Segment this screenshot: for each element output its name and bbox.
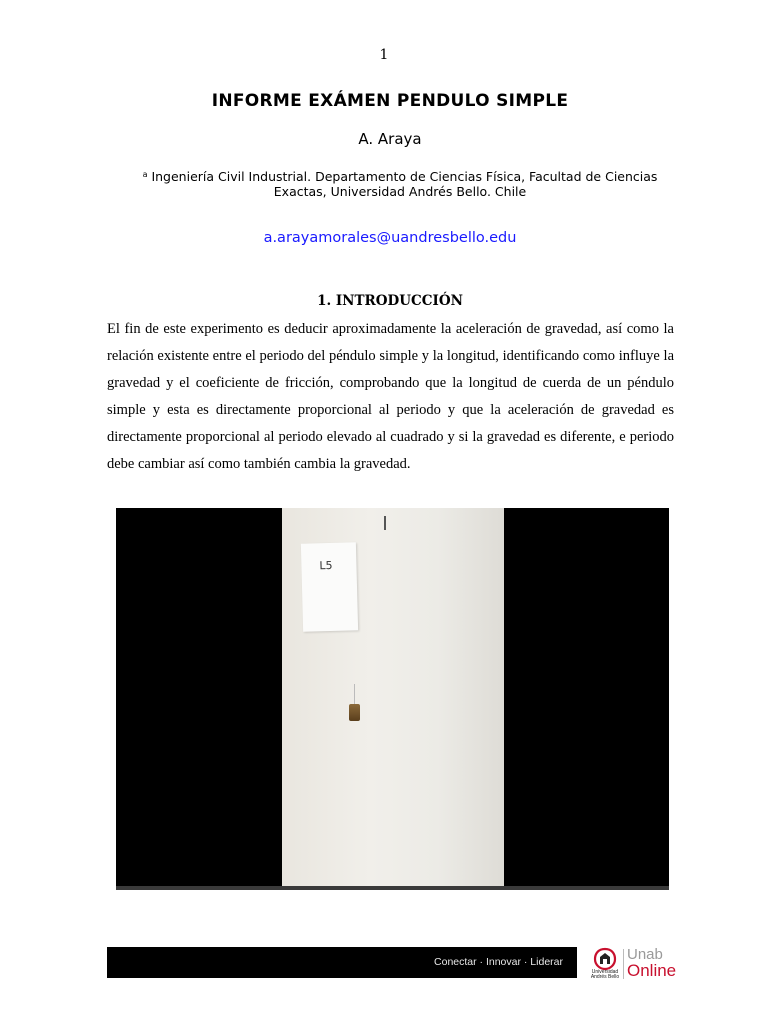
unab-online-logo <box>588 945 683 981</box>
pendulum-string <box>354 684 355 704</box>
video-progress-bar[interactable] <box>116 886 669 890</box>
brand-unab: Unab <box>627 946 663 963</box>
author-name: A. Araya <box>358 130 422 148</box>
page-number: 1 <box>379 47 389 63</box>
affiliation-text: Ingeniería Civil Industrial. Departamento de Ciencias Física, Facultad de Ciencias Exactas, Universidad Andrés Bello. Chile <box>151 169 658 199</box>
pendulum-pivot <box>384 516 386 530</box>
author-email-link[interactable]: a.arayamorales@uandresbello.edu <box>263 230 517 246</box>
brand-online: Online <box>627 961 677 980</box>
university-crest-icon <box>592 947 618 971</box>
pendulum-bob <box>349 704 360 721</box>
university-name: Universidad Andrés Bello <box>590 969 620 980</box>
affiliation-marker: a <box>142 170 148 179</box>
affiliation <box>120 167 680 199</box>
section-heading-introduccion: 1. INTRODUCCIÓN <box>317 293 463 309</box>
experiment-video-frame[interactable] <box>116 508 669 890</box>
document-title: INFORME EXÁMEN PENDULO SIMPLE <box>211 91 569 111</box>
introduction-paragraph: El fin de este experimento es deducir aproximadamente la aceleración de gravedad, así como la relación existente entre el periodo del péndulo simple y la longitud, identificando como influye la gravedad y el coeficiente de fricción, comprobando que la longitud de cuerda de un péndulo simple y esta es directamente proporcional al periodo y que la aceleración de gravedad es directamente proporcional al periodo elevado al cuadrado y si la gravedad es diferente, e periodo debe cambiar así como también cambia la gravedad. <box>107 321 674 472</box>
footer-tagline: Conectar · Innovar · Liderar <box>434 956 563 968</box>
footer-banner <box>107 947 577 978</box>
logo-divider <box>623 949 624 979</box>
label-paper <box>301 542 358 631</box>
paper-label-text: L5 <box>319 558 333 573</box>
